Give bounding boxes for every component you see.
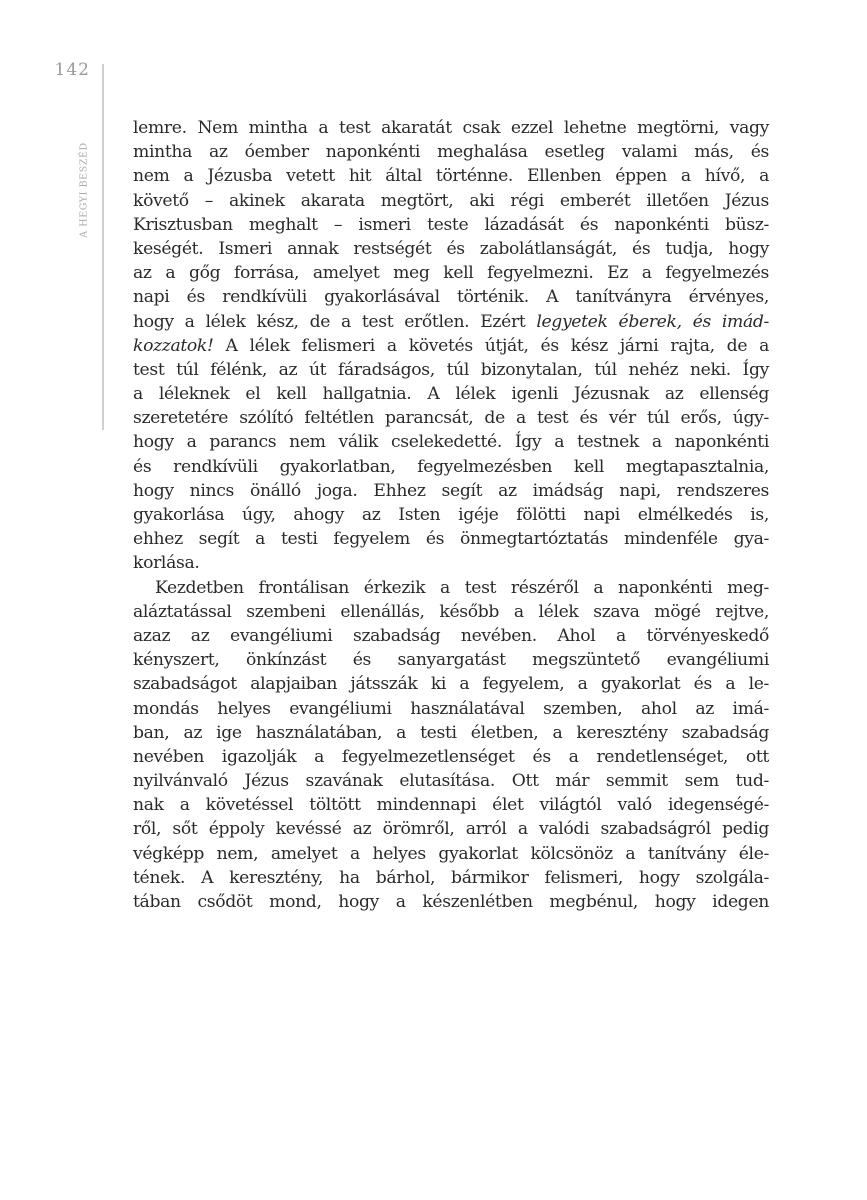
- running-head: A HEGYI BESZÉD: [78, 142, 90, 238]
- margin-rule: [102, 64, 104, 430]
- text-line: keségét. Ismeri annak restségét és zabolátlanságát, és tudja, hogy: [133, 238, 769, 259]
- text-line: mondás helyes evangéliumi használatával szemben, ahol az imá-: [133, 698, 769, 719]
- text-line: nak a követéssel töltött mindennapi élet világtól való idegenségé-: [133, 795, 769, 816]
- paragraph-1: [133, 116, 769, 576]
- text-line: test túl félénk, az út fáradságos, túl bizonytalan, túl nehéz neki. Így: [133, 359, 769, 380]
- text-line: hogy a parancs nem válik cselekedetté. Így a testnek a naponkénti: [133, 432, 769, 453]
- text-line: mintha az óember naponkénti meghalása esetleg valami más, és: [133, 142, 769, 163]
- line-roman: A lélek felismeri a követés útját, és kész járni rajta, de a: [213, 335, 769, 356]
- page-number: 142: [54, 60, 90, 80]
- text-line: nyilvánvaló Jézus szavának elutasítása. Ott már semmit sem tud-: [133, 771, 769, 792]
- text-line: Kezdetben frontálisan érkezik a test részéről a naponkénti meg-: [155, 577, 769, 598]
- text-line: gyakorlása úgy, ahogy az Isten igéje fölötti napi elmélkedés is,: [133, 505, 769, 525]
- text-line: aláztatással szembeni ellenállás, később a lélek szava mögé rejtve,: [133, 601, 769, 622]
- text-line: és rendkívüli gyakorlatban, fegyelmezésben kell megtapasztalnia,: [133, 456, 769, 477]
- text-line: ban, az ige használatában, a testi életben, a keresztény szabadság: [133, 722, 769, 743]
- text-line: ehhez segít a testi fegyelem és önmegtartóztatás mindenféle gya-: [133, 529, 769, 550]
- text-line: nem a Jézusba vetett hit által történne. Ellenben éppen a hívő, a: [133, 166, 769, 187]
- text-line: kényszert, önkínzást és sanyargatást megszüntető evangéliumi: [133, 650, 769, 671]
- text-line: követő – akinek akarata megtört, aki régi emberét illetően Jézus: [133, 190, 769, 211]
- text-line: az a gőg forrása, amelyet meg kell fegyelmezni. Ez a fegyelmezés: [133, 263, 769, 284]
- text-line: ről, sőt éppoly kevéssé az örömről, arról a valódi szabadságról pedig: [133, 819, 769, 840]
- text-line: [133, 310, 769, 334]
- line-roman: hogy a lélek kész, de a test erőtlen. Ezért: [133, 311, 537, 332]
- text-line: hogy nincs önálló joga. Ehhez segít az imádság napi, rendszeres: [133, 480, 769, 501]
- text-line: korlása.: [133, 553, 200, 574]
- text-line: Krisztusban meghalt – ismeri teste lázadását és naponkénti büsz-: [133, 214, 769, 235]
- text-line: tének. A keresztény, ha bárhol, bármikor felismeri, hogy szolgála-: [133, 867, 769, 888]
- text-line: szabadságot alapjaiban játsszák ki a fegyelem, a gyakorlat és a le-: [133, 674, 769, 695]
- text-line: végképp nem, amelyet a helyes gyakorlat kölcsönöz a tanítvány éle-: [133, 843, 769, 864]
- text-line: a léleknek el kell hallgatnia. A lélek igenli Jézusnak az ellenség: [133, 384, 769, 405]
- text-line: [133, 334, 769, 358]
- line-italic-quote: legyetek éberek, és imád-: [536, 311, 769, 332]
- line-italic-quote: kozzatok!: [133, 335, 214, 356]
- text-line: szeretetére szólító feltétlen parancsát, de a test és vér túl erős, úgy-: [133, 408, 769, 429]
- text-line: napi és rendkívüli gyakorlásával történik. A tanítványra érvényes,: [133, 287, 769, 308]
- text-line: azaz az evangéliumi szabadság nevében. Ahol a törvényeskedő: [133, 625, 769, 646]
- paragraph-2: [133, 576, 769, 915]
- text-line: lemre. Nem mintha a test akaratát csak ezzel lehetne megtörni, vagy: [133, 118, 769, 138]
- text-line: nevében igazolják a fegyelmezetlenséget és a rendetlenséget, ott: [133, 746, 769, 767]
- text-line: tában csődöt mond, hogy a készenlétben megbénul, hogy idegen: [133, 892, 769, 912]
- body-text: [133, 116, 769, 914]
